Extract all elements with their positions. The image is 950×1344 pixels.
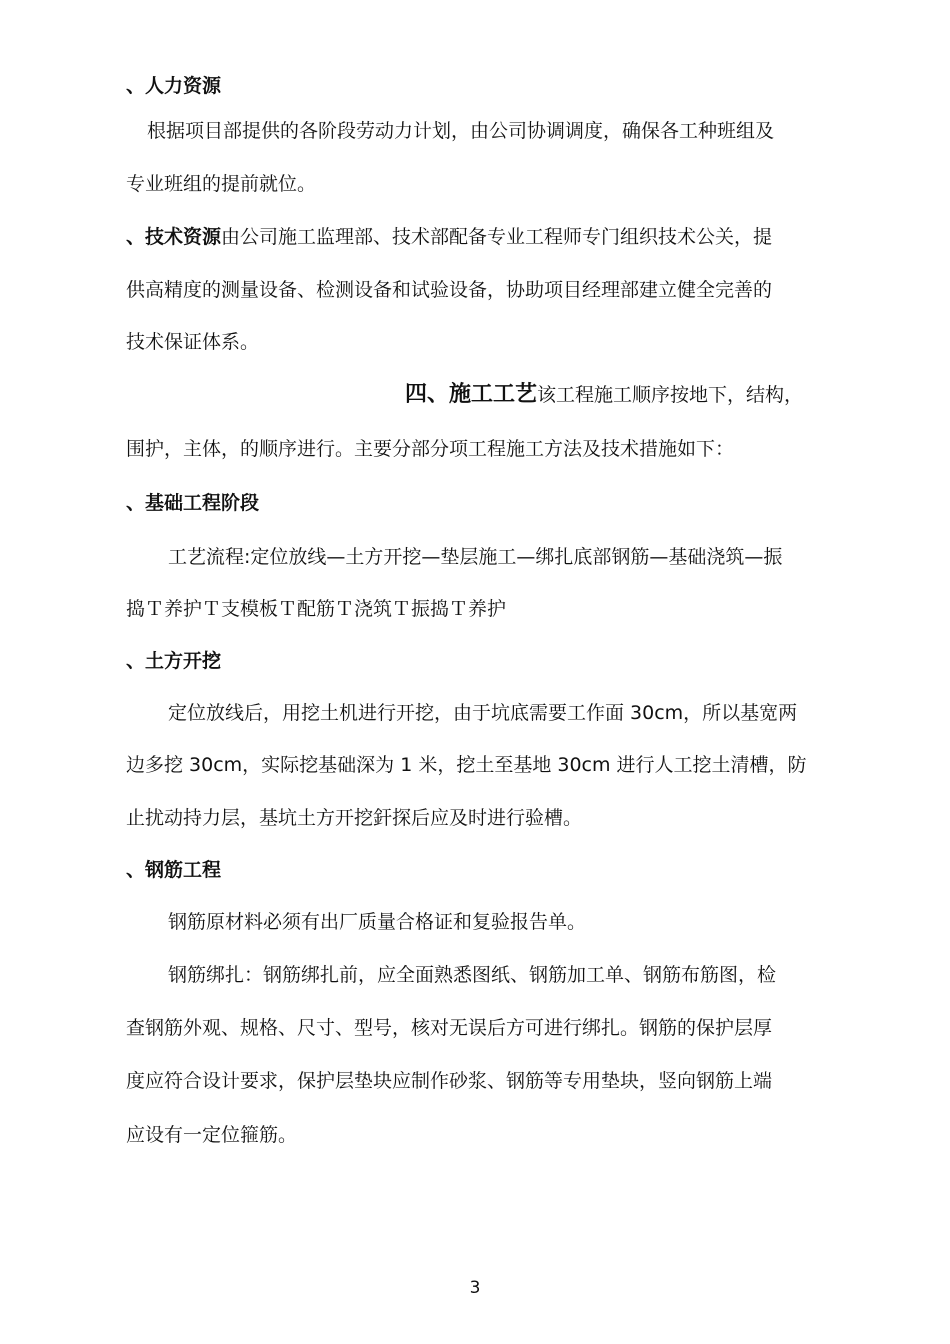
paragraph-line: 根据项目部提供的各阶段劳动力计划，由公司协调调度，确保各工种班组及 <box>147 120 775 142</box>
heading-earthwork: 、土方开挖 <box>126 650 222 672</box>
paragraph-line: 供高精度的测量设备、检测设备和试验设备，协助项目经理部建立健全完善的 <box>126 279 773 301</box>
paragraph-line: 钢筋原材料必须有出厂质量合格证和复验报告单。 <box>168 911 587 933</box>
heading-rebar: 、钢筋工程 <box>126 859 222 881</box>
paragraph-line: 止扰动持力层，基坑土方开挖釬探后应及时进行验槽。 <box>126 807 583 829</box>
paragraph-line: 钢筋绑扎：钢筋绑扎前，应全面熟悉图纸、钢筋加工单、钢筋布筋图，检 <box>168 964 777 986</box>
heading-foundation: 、基础工程阶段 <box>126 492 260 514</box>
heading-human-resources: 、人力资源 <box>126 75 222 97</box>
paragraph-line: 专业班组的提前就位。 <box>126 173 317 195</box>
paragraph-line: 查钢筋外观、规格、尺寸、型号，核对无误后方可进行绑扎。钢筋的保护层厚 <box>126 1017 773 1039</box>
paragraph-text: 该工程施工顺序按地下，结构， <box>537 384 804 406</box>
paragraph-text: 由公司施工监理部、技术部配备专业工程师专门组织技术公关，提 <box>221 226 773 248</box>
paragraph-line: 技术保证体系。 <box>126 331 260 353</box>
heading-tech-resources: 、技术资源 <box>126 226 222 248</box>
paragraph-line: 围护，主体，的顺序进行。主要分部分项工程施工方法及技术措施如下： <box>126 438 735 460</box>
paragraph-tech-resources <box>126 224 846 250</box>
paragraph-line: 应设有一定位箍筋。 <box>126 1124 298 1146</box>
paragraph-line: 边多挖 30cm，实际挖基础深为 1 米，挖土至基地 30cm 进行人工挖土清槽，防 <box>126 754 807 776</box>
paragraph-line: 度应符合设计要求，保护层垫块应制作砂浆、钢筋等专用垫块，竖向钢筋上端 <box>126 1070 773 1092</box>
heading-construction-process: 四、施工工艺 <box>405 382 538 407</box>
paragraph-line: 定位放线后，用挖土机进行开挖，由于坑底需要工作面 30cm，所以基宽两 <box>168 702 798 724</box>
paragraph-line: 工艺流程:定位放线—土方开挖—垫层施工—绑扎底部钢筋—基础浇筑—振 <box>168 546 783 568</box>
page-number: 3 <box>469 1278 481 1298</box>
paragraph-line: 捣Ｔ养护Ｔ支模板Ｔ配筋Ｔ浇筑Ｔ振捣Ｔ养护 <box>126 598 507 620</box>
paragraph-construction-process <box>405 382 845 408</box>
